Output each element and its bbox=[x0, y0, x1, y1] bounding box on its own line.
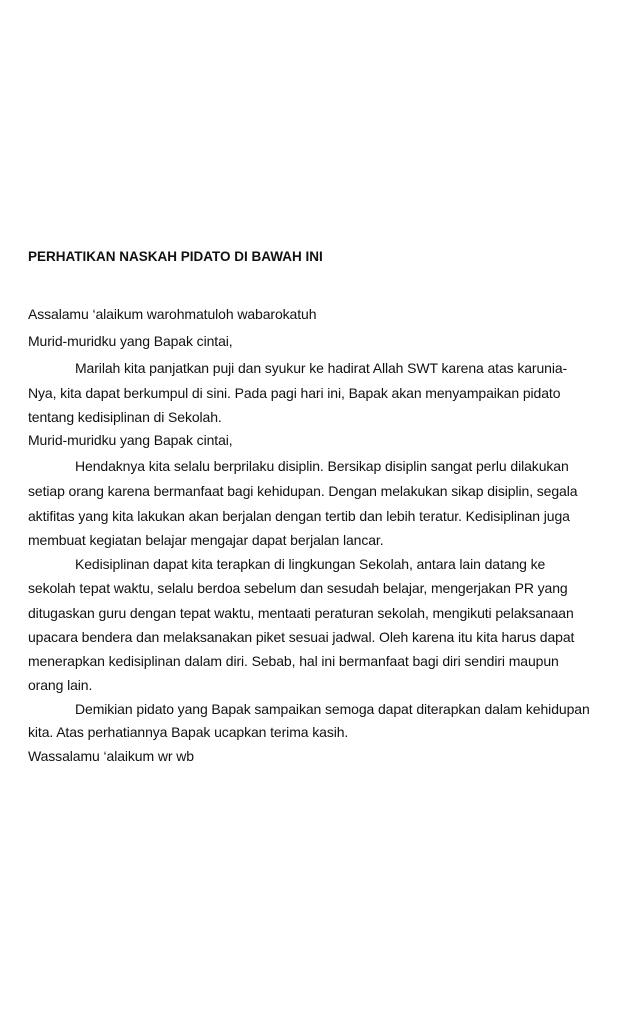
paragraph-1-line: Marilah kita panjatkan puji dan syukur ke hadirat Allah SWT karena atas karunia- bbox=[75, 360, 568, 376]
paragraph-2-line: membuat kegiatan belajar mengajar dapat berjalan lancar. bbox=[28, 532, 384, 548]
document-title: PERHATIKAN NASKAH PIDATO DI BAWAH INI bbox=[28, 249, 323, 264]
greeting-closing: Wassalamu ‘alaikum wr wb bbox=[28, 748, 194, 764]
paragraph-2-line: Hendaknya kita selalu berprilaku disiplin. Bersikap disiplin sangat perlu dilakukan bbox=[75, 458, 569, 474]
paragraph-4-line: kita. Atas perhatiannya Bapak ucapkan terima kasih. bbox=[28, 724, 349, 740]
paragraph-3-line: sekolah tepat waktu, selalu berdoa sebelum dan sesudah belajar, mengerjakan PR yang bbox=[28, 580, 568, 596]
paragraph-1-line: Nya, kita dapat berkumpul di sini. Pada pagi hari ini, Bapak akan menyampaikan pidato bbox=[28, 385, 561, 401]
paragraph-4-line: Demikian pidato yang Bapak sampaikan semoga dapat diterapkan dalam kehidupan bbox=[75, 701, 590, 717]
paragraph-3-line: Kedisiplinan dapat kita terapkan di lingkungan Sekolah, antara lain datang ke bbox=[75, 556, 546, 572]
paragraph-2-line: aktifitas yang kita lakukan akan berjalan dengan tertib dan lebih teratur. Kedisiplinan juga bbox=[28, 508, 570, 524]
salutation: Murid-muridku yang Bapak cintai, bbox=[28, 333, 233, 349]
paragraph-3-line: upacara bendera dan melaksanakan piket sesuai jadwal. Oleh karena itu kita harus dapat bbox=[28, 629, 575, 645]
greeting-opening: Assalamu ‘alaikum warohmatuloh wabarokatuh bbox=[28, 306, 317, 322]
paragraph-1-line: tentang kedisiplinan di Sekolah. bbox=[28, 409, 222, 425]
paragraph-3-line: orang lain. bbox=[28, 677, 93, 693]
salutation: Murid-muridku yang Bapak cintai, bbox=[28, 432, 233, 448]
paragraph-3-line: menerapkan kedisiplinan dalam diri. Sebab, hal ini bermanfaat bagi diri sendiri maupun bbox=[28, 653, 559, 669]
paragraph-2-line: setiap orang karena bermanfaat bagi kehidupan. Dengan melakukan sikap disiplin, segala bbox=[28, 483, 578, 499]
paragraph-3-line: ditugaskan guru dengan tepat waktu, mentaati peraturan sekolah, mengikuti pelaksanaan bbox=[28, 605, 574, 621]
